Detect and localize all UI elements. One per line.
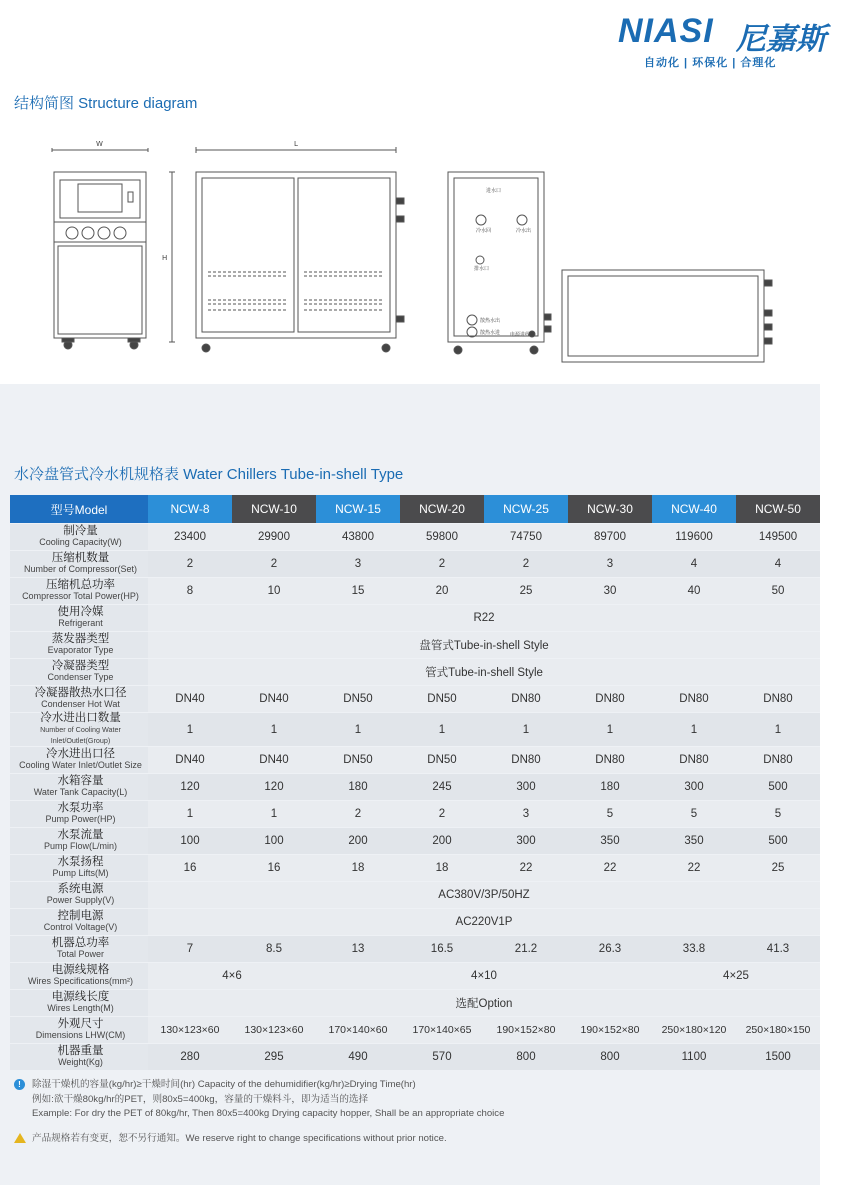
table-row [10,686,820,712]
value-cell: 300 [484,828,568,854]
dim-w-label: W [96,140,103,148]
value-cell: 570 [400,1044,484,1070]
value-cell: DN80 [484,747,568,773]
spec-table [10,494,820,1071]
row-label-en: Cooling Water Inlet/Outlet Size [19,760,142,770]
model-header-cell: NCW-40 [652,495,736,523]
value-cell: 5 [736,801,820,827]
value-cell: 29900 [232,524,316,550]
row-label-cn: 水泵流量 [57,829,104,841]
row-label-cn: 机器总功率 [51,937,110,949]
table-row [10,936,820,962]
table-row [10,882,820,908]
top-view [562,270,772,362]
row-label-en: Power Supply(V) [46,895,115,905]
value-cell: 100 [148,828,232,854]
model-header-cell: NCW-8 [148,495,232,523]
value-cell: 149500 [736,524,820,550]
value-cell: 2 [484,551,568,577]
value-cell: 250×180×120 [652,1017,736,1043]
value-cell: 4 [736,551,820,577]
value-cell: 100 [232,828,316,854]
table-row [10,747,820,773]
group-cell: 4×10 [316,963,652,989]
dim-h-label: H [162,254,168,262]
row-label [10,774,148,800]
value-cell: 18 [400,855,484,881]
table-row [10,909,820,935]
value-cell: 2 [400,801,484,827]
value-cell: DN50 [316,686,400,712]
table-row [10,713,820,746]
model-header: 型号Model [10,495,148,523]
value-cell: 180 [568,774,652,800]
row-label-cn: 机器重量 [57,1045,104,1057]
row-label-cn: 压缩机总功率 [46,579,115,591]
row-label [10,659,148,685]
row-label [10,551,148,577]
row-label-en: Condenser Type [47,672,114,682]
model-header-cell: NCW-15 [316,495,400,523]
value-cell: DN50 [400,747,484,773]
value-cell: 2 [148,551,232,577]
row-label-cn: 冷水进出口数量 [40,712,121,724]
value-cell: 43800 [316,524,400,550]
value-cell: 1 [484,713,568,746]
model-header-cell: NCW-25 [484,495,568,523]
value-cell: 1 [568,713,652,746]
brand-logo [618,10,828,72]
value-cell: 41.3 [736,936,820,962]
row-label-cn: 使用冷媒 [57,606,104,618]
row-label-cn: 压缩机数量 [51,552,110,564]
value-cell: 170×140×65 [400,1017,484,1043]
merged-cell: 选配Option [148,990,820,1016]
table-title: 水冷盘管式冷水机规格表 Water Chillers Tube-in-shell Type [14,466,404,483]
row-label [10,747,148,773]
value-cell: 16 [148,855,232,881]
value-cell: 7 [148,936,232,962]
value-cell: 295 [232,1044,316,1070]
value-cell: 3 [484,801,568,827]
value-cell: 8.5 [232,936,316,962]
value-cell: 18 [316,855,400,881]
value-cell: 22 [568,855,652,881]
svg-text:散热水进: 散热水进 [480,330,501,336]
value-cell: 25 [484,578,568,604]
row-label [10,855,148,881]
model-header-cell: NCW-10 [232,495,316,523]
value-cell: 1 [652,713,736,746]
row-label-en: Cooling Capacity(W) [39,537,122,547]
row-label-cn: 冷凝器散热水口径 [34,687,127,699]
row-label-cn: 水箱容量 [57,775,104,787]
value-cell: 1100 [652,1044,736,1070]
value-cell: 1 [148,801,232,827]
value-cell: DN80 [736,747,820,773]
value-cell: 22 [484,855,568,881]
row-label-en: Refrigerant [58,618,103,628]
row-label [10,605,148,631]
table-row [10,659,820,685]
table-row [10,855,820,881]
value-cell: 2 [232,551,316,577]
group-cell: 4×25 [652,963,820,989]
row-label-en: Pump Power(HP) [45,814,116,824]
value-cell: 1 [232,713,316,746]
value-cell: 350 [652,828,736,854]
row-label-en: Number of Cooling Water Inlet/Outlet(Group) [40,725,121,745]
value-cell: DN80 [484,686,568,712]
table-row [10,963,820,989]
value-cell: 3 [316,551,400,577]
value-cell: DN40 [232,686,316,712]
row-label [10,524,148,550]
note-capacity: ! 除湿干燥机的容量(kg/hr)≥干燥时间(hr) Capacity of the dehumidifier(kg/hr)≥Drying Time(hr) [14,1078,814,1093]
value-cell: 1 [736,713,820,746]
table-row [10,551,820,577]
value-cell: 3 [568,551,652,577]
value-cell: 1 [400,713,484,746]
row-label-en: Wires Length(M) [47,1003,114,1013]
value-cell: 23400 [148,524,232,550]
value-cell: 200 [316,828,400,854]
row-label-cn: 冷凝器类型 [51,660,110,672]
row-label [10,686,148,712]
row-label [10,1017,148,1043]
row-label [10,909,148,935]
model-header-cell: NCW-20 [400,495,484,523]
table-row [10,774,820,800]
row-label-cn: 冷水进出口径 [46,748,115,760]
dim-l-label: L [294,140,298,148]
value-cell: 10 [232,578,316,604]
row-label-cn: 控制电源 [57,910,104,922]
table-row [10,1017,820,1043]
row-label-cn: 外观尺寸 [57,1018,104,1030]
row-label-cn: 蒸发器类型 [51,633,110,645]
logo-text: NIASI [618,12,714,50]
value-cell: DN80 [568,686,652,712]
merged-cell: 管式Tube-in-shell Style [148,659,820,685]
table-row [10,524,820,550]
value-cell: 1 [148,713,232,746]
value-cell: 59800 [400,524,484,550]
svg-text:电源进线: 电源进线 [510,332,531,338]
value-cell: 15 [316,578,400,604]
value-cell: 50 [736,578,820,604]
value-cell: 30 [568,578,652,604]
row-label-en: Water Tank Capacity(L) [33,787,128,797]
table-row [10,801,820,827]
value-cell: 26.3 [568,936,652,962]
value-cell: DN80 [652,686,736,712]
value-cell: 25 [736,855,820,881]
warning-icon [14,1133,26,1143]
table-row [10,605,820,631]
logo-slogan: 自动化 | 环保化 | 合理化 [644,57,777,69]
value-cell: 500 [736,828,820,854]
svg-text:排水口: 排水口 [474,266,490,272]
value-cell: 170×140×60 [316,1017,400,1043]
table-row [10,632,820,658]
row-label [10,828,148,854]
structure-title: 结构简图 Structure diagram [14,95,198,112]
svg-text:散热水出: 散热水出 [480,318,501,324]
value-cell: 300 [484,774,568,800]
value-cell: DN80 [652,747,736,773]
value-cell: 1 [316,713,400,746]
logo-cn: 尼嘉斯 [736,23,826,56]
value-cell: 13 [316,936,400,962]
value-cell: 200 [400,828,484,854]
table-row [10,990,820,1016]
value-cell: DN40 [148,686,232,712]
row-label [10,882,148,908]
value-cell: 500 [736,774,820,800]
value-cell: 490 [316,1044,400,1070]
value-cell: 1500 [736,1044,820,1070]
value-cell: 5 [652,801,736,827]
merged-cell: R22 [148,605,820,631]
value-cell: 21.2 [484,936,568,962]
table-header-row [10,495,820,523]
row-label-en: Evaporator Type [47,645,114,655]
table-row [10,578,820,604]
front-view [52,148,148,349]
row-label-cn: 电源线规格 [51,964,110,976]
value-cell: 119600 [652,524,736,550]
notes [14,1078,814,1146]
table-row [10,1044,820,1070]
value-cell: 89700 [568,524,652,550]
group-cell: 4×6 [148,963,316,989]
model-header-cell: NCW-50 [736,495,820,523]
value-cell: 120 [232,774,316,800]
value-cell: 800 [568,1044,652,1070]
svg-text:冷水回: 冷水回 [476,228,492,234]
model-header-cell: NCW-30 [568,495,652,523]
value-cell: 5 [568,801,652,827]
table-row [10,828,820,854]
value-cell: DN80 [568,747,652,773]
row-label-en: Control Voltage(V) [43,922,118,932]
row-label [10,713,148,746]
row-label-en: Weight(Kg) [58,1057,103,1067]
value-cell: 245 [400,774,484,800]
value-cell: 2 [316,801,400,827]
merged-cell: 盘管式Tube-in-shell Style [148,632,820,658]
row-label-en: Number of Compressor(Set) [23,564,138,574]
value-cell: 120 [148,774,232,800]
value-cell: DN40 [148,747,232,773]
row-label [10,632,148,658]
note-disclaimer: 产品规格若有变更，恕不另行通知。We reserve right to change specifications without prior notice. [14,1132,814,1147]
value-cell: DN40 [232,747,316,773]
svg-text:进水口: 进水口 [486,188,502,194]
value-cell: 4 [652,551,736,577]
value-cell: 16 [232,855,316,881]
row-label-en: Pump Lifts(M) [52,868,109,878]
row-label-cn: 制冷量 [63,525,98,537]
value-cell: DN80 [736,686,820,712]
row-label-en: Compressor Total Power(HP) [22,591,139,601]
value-cell: 1 [232,801,316,827]
row-label [10,578,148,604]
row-label-en: Pump Flow(L/min) [43,841,117,851]
value-cell: DN50 [316,747,400,773]
value-cell: 8 [148,578,232,604]
info-icon: ! [14,1079,25,1090]
value-cell: 130×123×60 [232,1017,316,1043]
side-view [169,147,404,352]
row-label-en: Total Power [56,949,105,959]
value-cell: 190×152×80 [484,1017,568,1043]
back-view [448,172,551,354]
value-cell: 2 [400,551,484,577]
merged-cell: AC220V1P [148,909,820,935]
value-cell: 40 [652,578,736,604]
row-label [10,990,148,1016]
value-cell: 180 [316,774,400,800]
value-cell: 16.5 [400,936,484,962]
row-label-en: Dimensions LHW(CM) [35,1030,126,1040]
value-cell: 20 [400,578,484,604]
value-cell: 250×180×150 [736,1017,820,1043]
value-cell: 350 [568,828,652,854]
value-cell: 74750 [484,524,568,550]
value-cell: 22 [652,855,736,881]
row-label-cn: 水泵功率 [57,802,104,814]
value-cell: 280 [148,1044,232,1070]
row-label-cn: 系统电源 [57,883,104,895]
row-label-en: Condenser Hot Wat [41,699,120,709]
row-label [10,936,148,962]
row-label [10,1044,148,1070]
svg-text:冷水出: 冷水出 [516,228,532,234]
value-cell: 33.8 [652,936,736,962]
value-cell: DN50 [400,686,484,712]
merged-cell: AC380V/3P/50HZ [148,882,820,908]
row-label-cn: 水泵扬程 [57,856,104,868]
row-label-cn: 电源线长度 [51,991,110,1003]
row-label-en: Wires Specifications(mm²) [27,976,133,986]
value-cell: 800 [484,1044,568,1070]
value-cell: 190×152×80 [568,1017,652,1043]
note-example-cn: 例如:欲干燥80kg/hr的PET，则80x5=400kg，容量的干燥料斗，即为适当的选择 [32,1093,369,1105]
row-label [10,963,148,989]
note-example-en: Example: For dry the PET of 80kg/hr, Then 80x5=400kg Drying capacity hopper, Shall be an appropriate choice [32,1108,505,1119]
structure-diagram [40,130,800,370]
value-cell: 130×123×60 [148,1017,232,1043]
value-cell: 300 [652,774,736,800]
row-label [10,801,148,827]
